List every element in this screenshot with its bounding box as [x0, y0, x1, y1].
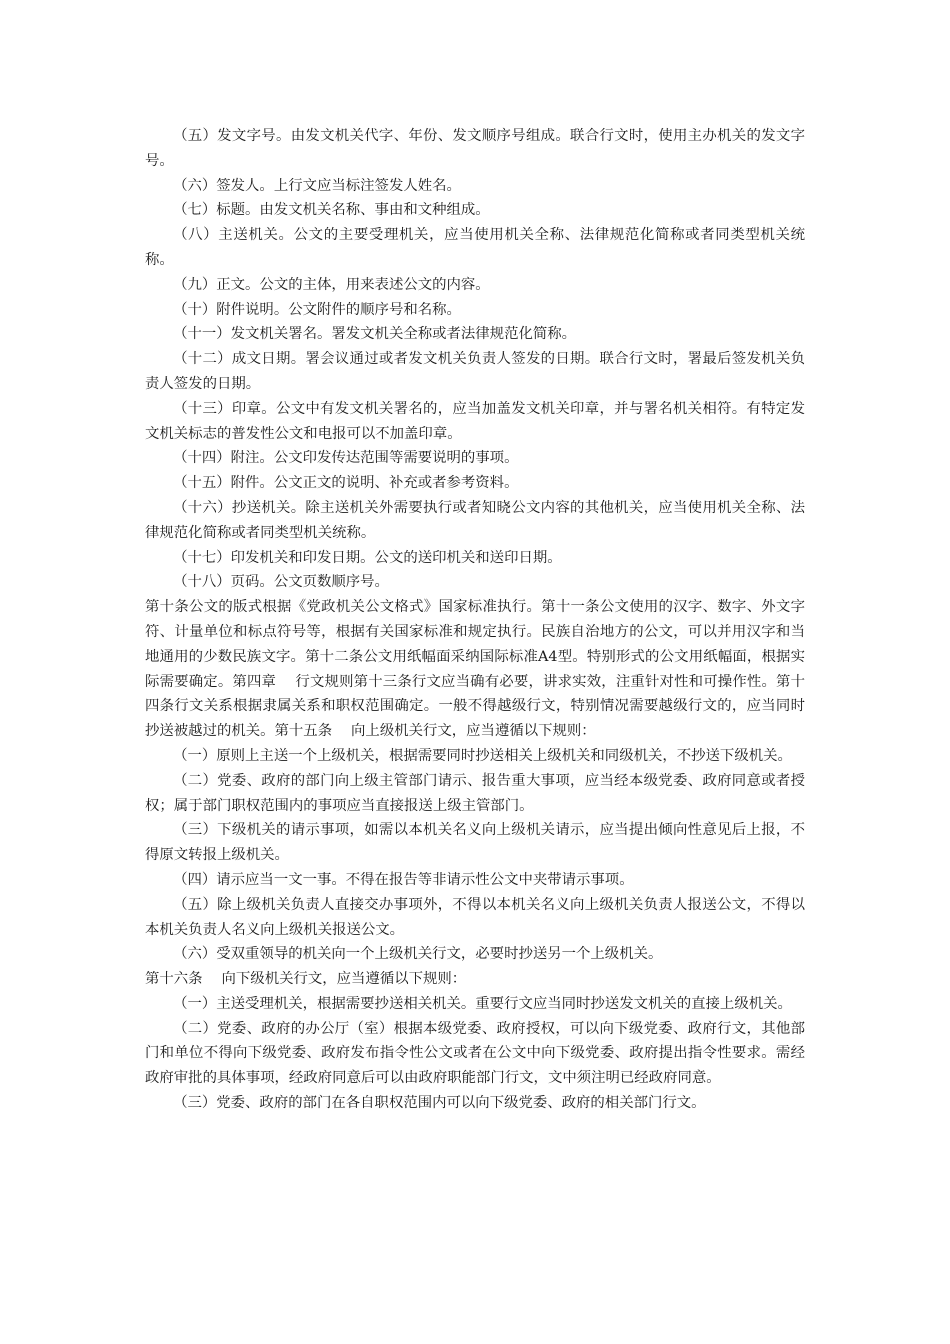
paragraph: （十八）页码。公文页数顺序号。 — [173, 574, 389, 591]
paragraph: （一）主送受理机关，根据需要抄送相关机关。重要行文应当同时抄送发文机关的直接上级机关。 — [173, 995, 792, 1012]
paragraph: （十六）抄送机关。除主送机关外需要执行或者知晓公文内容的其他机关，应当使用机关全称、法律规范化简称或者同类型机关统称。 — [145, 499, 805, 541]
paragraph: （六）受双重领导的机关向一个上级机关行文，必要时抄送另一个上级机关。 — [173, 946, 663, 963]
paragraph: （十七）印发机关和印发日期。公文的送印机关和送印日期。 — [173, 549, 562, 566]
paragraph: （十五）附件。公文正文的说明、补充或者参考资料。 — [173, 475, 519, 492]
document-body — [145, 124, 805, 1116]
paragraph: （六）签发人。上行文应当标注签发人姓名。 — [173, 177, 461, 194]
paragraph: （二）党委、政府的部门向上级主管部门请示、报告重大事项，应当经本级党委、政府同意或者授权；属于部门职权范围内的事项应当直接报送上级主管部门。 — [145, 772, 805, 814]
paragraph: （一）原则上主送一个上级机关，根据需要同时抄送相关上级机关和同级机关，不抄送下级机关。 — [173, 747, 792, 764]
paragraph: （三）党委、政府的部门在各自职权范围内可以向下级党委、政府的相关部门行文。 — [173, 1095, 706, 1112]
paragraph: （十二）成文日期。署会议通过或者发文机关负责人签发的日期。联合行文时，署最后签发机关负责人签发的日期。 — [145, 351, 805, 392]
paragraph: （九）正文。公文的主体，用来表述公文的内容。 — [173, 276, 490, 293]
article-block: 第十条公文的版式根据《党政机关公文格式》国家标准执行。第十一条公文使用的汉字、数字、外文字符、计量单位和标点符号等，根据有关国家标准和规定执行。民族自治地方的公文，可以并用汉字和当地通用的少数民族文字。第十二条公文用纸幅面采纳国际标准A4型。特别形式的公文用纸幅面，根据实际需要确定。第四章 行文规则第十三条行文应当确有必要，讲求实效，注重针对性和可操作性。第十四条行文关系根据隶属关系和职权范围确定。一般不得越级行文，特别情况需要越级行文的，应当同时抄送被越过的机关。第十五条 向上级机关行文，应当遵循以下规则： — [145, 599, 805, 740]
paragraph: （八）主送机关。公文的主要受理机关，应当使用机关全称、法律规范化简称或者同类型机关统称。 — [145, 227, 805, 268]
paragraph: （十一）发文机关署名。署发文机关全称或者法律规范化简称。 — [173, 326, 577, 343]
paragraph: （三）下级机关的请示事项，如需以本机关名义向上级机关请示，应当提出倾向性意见后上报，不得原文转报上级机关。 — [145, 822, 805, 864]
paragraph: （十）附件说明。公文附件的顺序号和名称。 — [173, 301, 461, 318]
paragraph: （五）发文字号。由发文机关代字、年份、发文顺序号组成。联合行文时，使用主办机关的发文字号。 — [145, 128, 805, 169]
paragraph: （七）标题。由发文机关名称、事由和文种组成。 — [173, 202, 490, 219]
paragraph: （五）除上级机关负责人直接交办事项外，不得以本机关名义向上级机关负责人报送公文，不得以本机关负责人名义向上级机关报送公文。 — [145, 896, 805, 938]
article-heading: 第十六条 向下级机关行文，应当遵循以下规则： — [145, 971, 467, 988]
paragraph: （十三）印章。公文中有发文机关署名的，应当加盖发文机关印章，并与署名机关相符。有特定发文机关标志的普发性公文和电报可以不加盖印章。 — [145, 400, 805, 442]
paragraph: （二）党委、政府的办公厅（室）根据本级党委、政府授权，可以向下级党委、政府行文，其他部门和单位不得向下级党委、政府发布指令性公文或者在公文中向下级党委、政府提出指令性要求。需经政府审批的具体事项，经政府同意后可以由政府职能部门行文，文中须注明已经政府同意。 — [145, 1020, 805, 1087]
paragraph: （十四）附注。公文印发传达范围等需要说明的事项。 — [173, 450, 519, 467]
paragraph: （四）请示应当一文一事。不得在报告等非请示性公文中夹带请示事项。 — [173, 871, 634, 888]
